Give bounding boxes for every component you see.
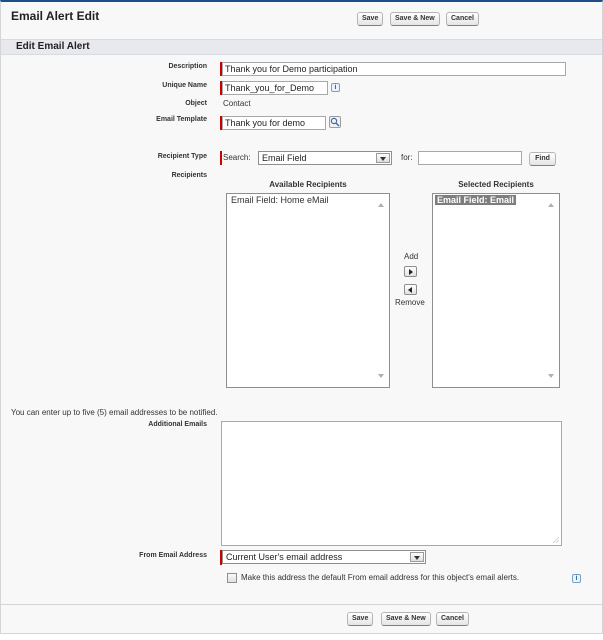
recipient-type-label: Recipient Type bbox=[157, 153, 207, 160]
default-from-checkbox[interactable] bbox=[227, 573, 237, 583]
resize-grip-icon[interactable] bbox=[553, 537, 559, 543]
save-button-top[interactable]: Save bbox=[357, 12, 383, 26]
save-new-button-bottom[interactable]: Save & New bbox=[381, 612, 431, 626]
remove-button[interactable] bbox=[404, 284, 417, 295]
additional-emails-textarea[interactable] bbox=[221, 421, 562, 546]
selected-recipients-header: Selected Recipients bbox=[458, 180, 534, 189]
selected-recipients-list[interactable] bbox=[432, 193, 560, 388]
description-label: Description bbox=[168, 63, 207, 70]
recipient-type-selected: Email Field bbox=[262, 153, 307, 163]
footer-divider bbox=[1, 604, 602, 605]
add-label: Add bbox=[404, 252, 419, 261]
email-template-label: Email Template bbox=[156, 116, 207, 123]
arrow-right-icon bbox=[409, 269, 413, 275]
section-header bbox=[1, 39, 602, 55]
cancel-button-bottom[interactable]: Cancel bbox=[436, 612, 469, 626]
available-recipients-header: Available Recipients bbox=[269, 180, 347, 189]
save-new-button-top[interactable]: Save & New bbox=[390, 12, 440, 26]
default-from-checkbox-label: Make this address the default From email address for this object's email alerts. bbox=[241, 573, 520, 582]
page-title: Email Alert Edit bbox=[11, 9, 100, 23]
description-input[interactable]: Thank you for Demo participation bbox=[222, 62, 566, 76]
scroll-down-icon[interactable] bbox=[378, 374, 384, 378]
search-label: Search: bbox=[223, 153, 251, 162]
info-icon[interactable]: i bbox=[572, 574, 581, 583]
scroll-up-icon[interactable] bbox=[378, 203, 384, 207]
object-label: Object bbox=[185, 100, 207, 107]
from-email-select[interactable] bbox=[222, 550, 426, 564]
cancel-button-top[interactable]: Cancel bbox=[446, 12, 479, 26]
from-email-selected: Current User's email address bbox=[226, 552, 343, 562]
section-title: Edit Email Alert bbox=[16, 41, 90, 52]
object-value: Contact bbox=[223, 99, 251, 108]
arrow-left-icon bbox=[408, 287, 412, 293]
additional-emails-note: You can enter up to five (5) email addresses to be notified. bbox=[11, 408, 218, 417]
available-recipients-list[interactable] bbox=[226, 193, 390, 388]
unique-name-label: Unique Name bbox=[162, 82, 207, 89]
unique-name-input[interactable]: Thank_you_for_Demo bbox=[222, 81, 328, 95]
chevron-down-icon bbox=[376, 153, 390, 163]
info-icon[interactable]: i bbox=[331, 83, 340, 92]
for-label: for: bbox=[401, 153, 413, 162]
recipient-type-select[interactable] bbox=[258, 151, 392, 165]
for-input[interactable] bbox=[418, 151, 522, 165]
find-button[interactable]: Find bbox=[529, 152, 556, 166]
scroll-down-icon[interactable] bbox=[548, 374, 554, 378]
from-email-label: From Email Address bbox=[139, 552, 207, 559]
lookup-icon[interactable] bbox=[329, 116, 341, 128]
additional-emails-label: Additional Emails bbox=[148, 421, 207, 428]
save-button-bottom[interactable]: Save bbox=[347, 612, 373, 626]
add-button[interactable] bbox=[404, 266, 417, 277]
list-item[interactable]: Email Field: Home eMail bbox=[231, 195, 329, 205]
scroll-up-icon[interactable] bbox=[548, 203, 554, 207]
remove-label: Remove bbox=[395, 298, 425, 307]
chevron-down-icon bbox=[410, 552, 424, 562]
required-indicator bbox=[220, 151, 222, 165]
recipients-label: Recipients bbox=[171, 172, 207, 179]
list-item[interactable]: Email Field: Email bbox=[437, 195, 515, 205]
email-template-input[interactable]: Thank you for demo bbox=[222, 116, 326, 130]
